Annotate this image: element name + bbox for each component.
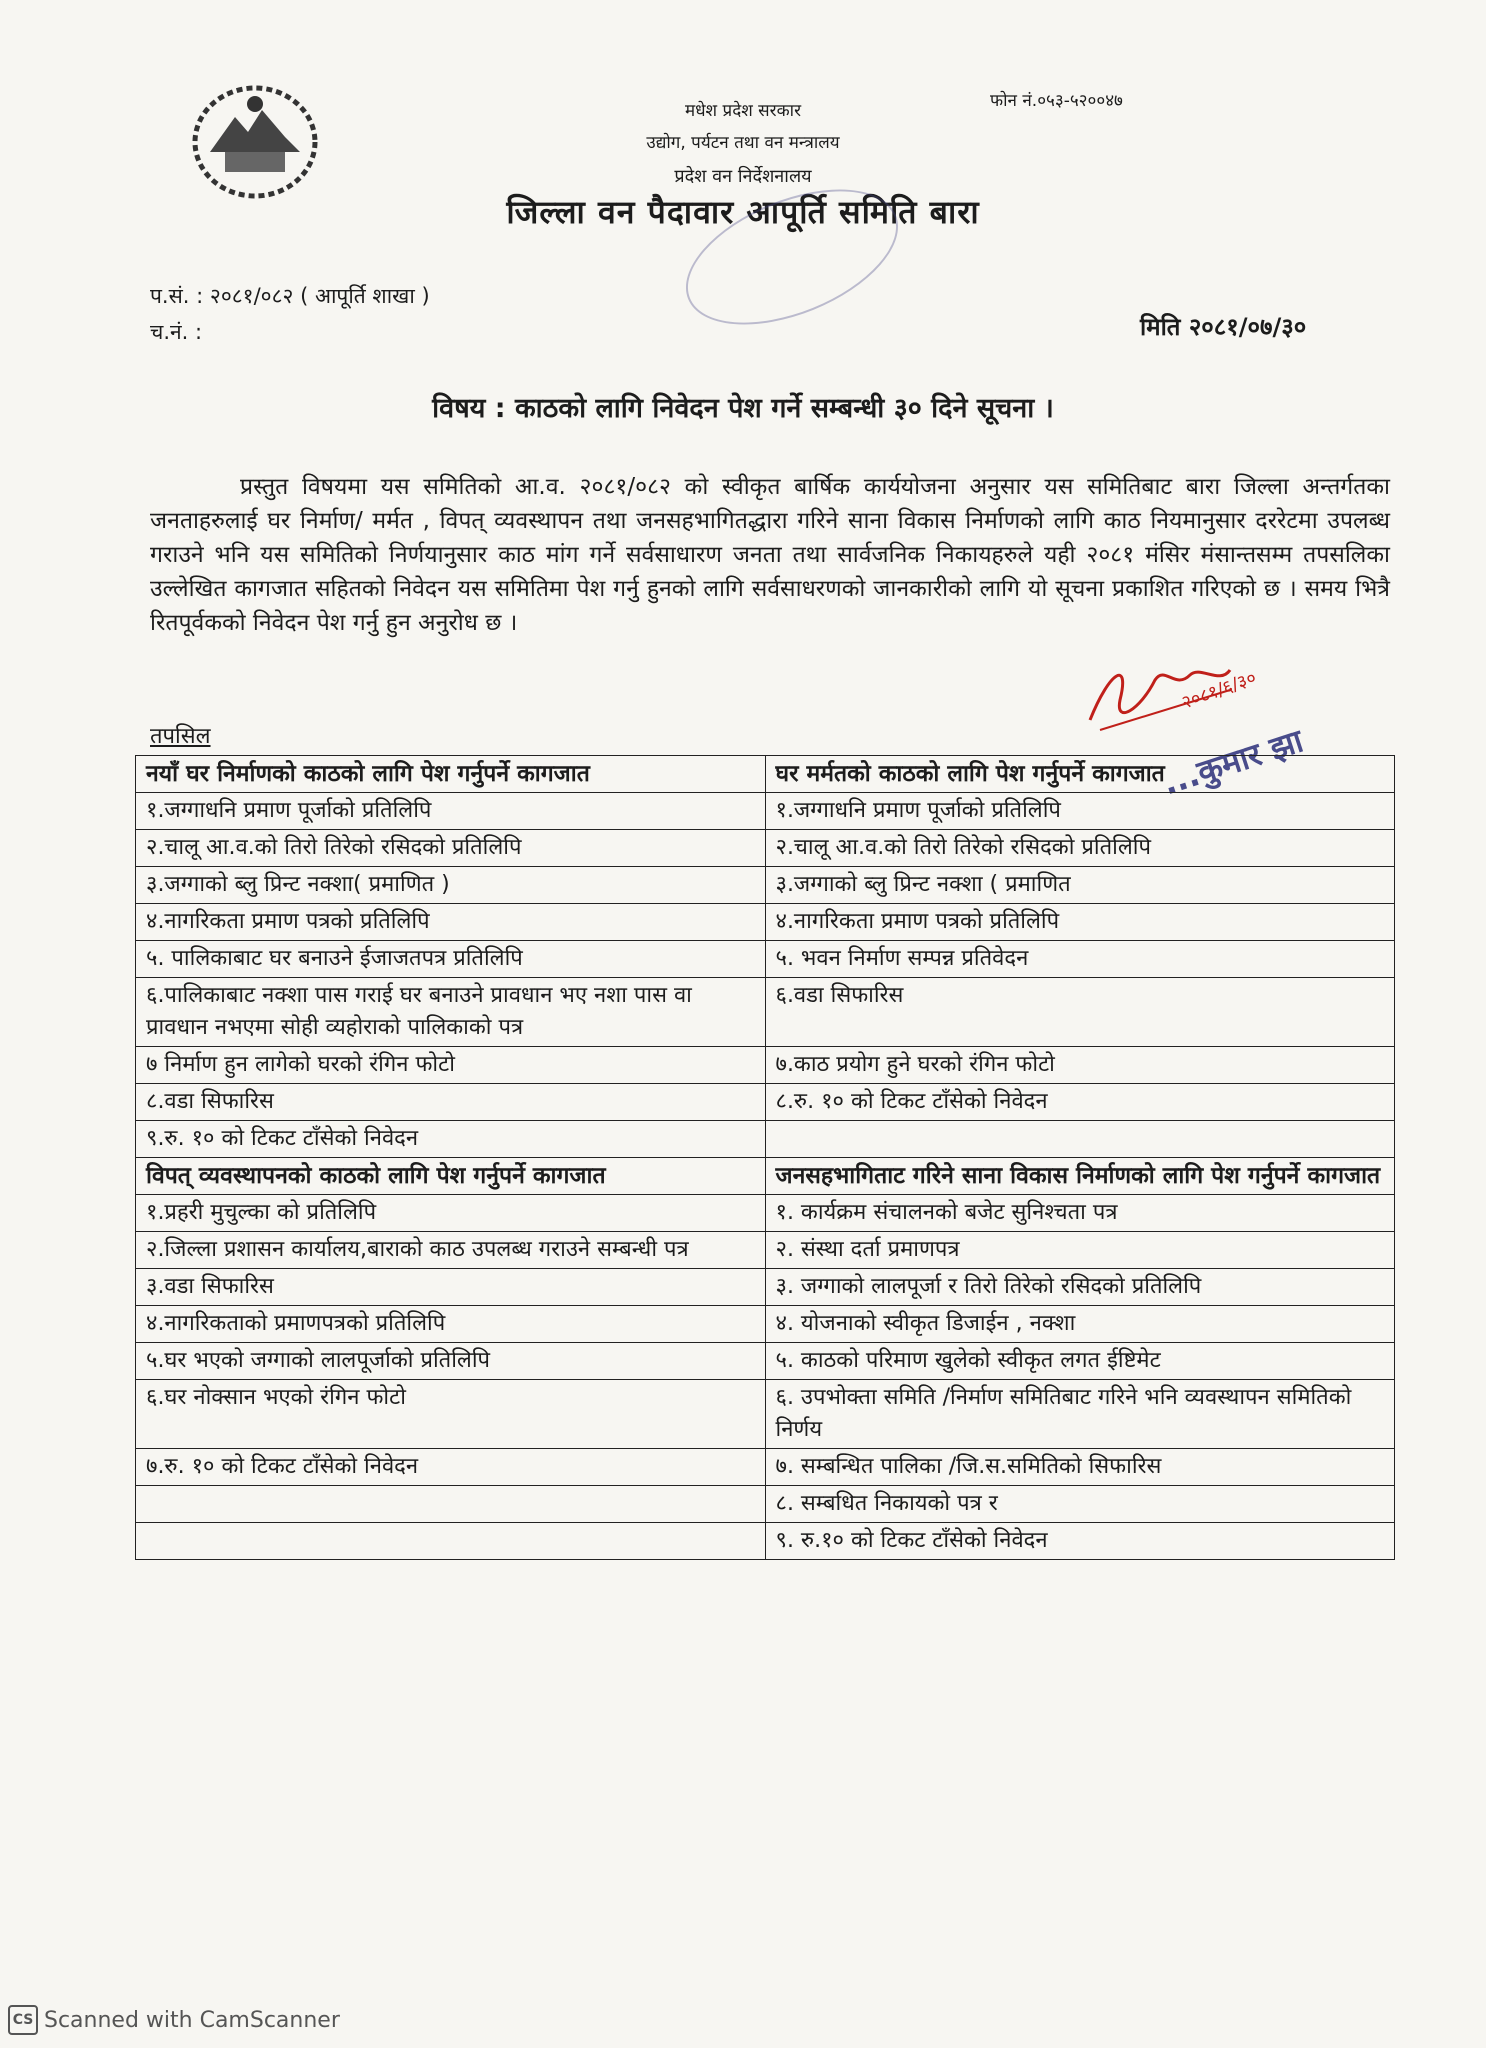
table-row (136, 904, 1395, 941)
table-row (136, 978, 1395, 1047)
letter-body: प्रस्तुत विषयमा यस समितिको आ.व. २०८१/०८२ को स्वीकृत बार्षिक कार्ययोजना अनुसार यस समितिबाट बारा जिल्ला अन्तर्गतका जनताहरुलाई घर निर्माण/ मर्मत , विपत् व्यवस्थापन तथा जनसहभागितद्धारा गरिने साना विकास निर्माणको लागि काठ नियमानुसार दररेटमा उपलब्ध गराउने भनि यस समितिको निर्णयानुसार काठ मांग गर्ने सर्वसाधारण जनता तथा सार्वजनिक निकायहरुले यही २०८१ मंसिर मंसान्तसम्म तपसलिका उल्लेखित कागजात सहितको निवेदन यस समितिमा पेश गर्नु हुनको लागि सर्वसाधरणको जानकारीको लागि यो सूचना प्रकाशित गरिएको छ । समय भित्रै रितपूर्वकको निवेदन पेश गर्नु हुन अनुरोध छ । (150, 474, 1390, 636)
table-cell (765, 1121, 1395, 1158)
table-cell (136, 1486, 766, 1523)
table-row (136, 1523, 1395, 1560)
officer-name-stamp: ...कुमार झा (1157, 721, 1308, 803)
table-cell: ६. उपभोक्ता समिति /निर्माण समितिबाट गरिने भनि व्यवस्थापन समितिको निर्णय (765, 1380, 1395, 1449)
table-cell: ३. जग्गाको लालपूर्जा र तिरो तिरेको रसिदको प्रतिलिपि (765, 1269, 1395, 1306)
header-phone: फोन नं.०५३-५२००४७ (990, 91, 1123, 111)
scanner-footer (8, 2005, 340, 2035)
table-row (136, 830, 1395, 867)
table-row (136, 1195, 1395, 1232)
table-cell: ७. सम्बन्धित पालिका /जि.स.समितिको सिफारिस (765, 1449, 1395, 1486)
table-row (136, 1486, 1395, 1523)
scanner-footer-text: Scanned with CamScanner (44, 2007, 340, 2033)
signature-date: २०८१/६/३० (1178, 667, 1260, 714)
table-row (136, 1047, 1395, 1084)
table-cell: ८.वडा सिफारिस (136, 1084, 766, 1121)
letter-subject: विषय : काठको लागि निवेदन पेश गर्ने सम्बन्धी ३० दिने सूचना । (432, 393, 1054, 424)
header-ministry: उद्योग, पर्यटन तथा वन मन्त्रालय (646, 133, 840, 153)
table-cell: ६.पालिकाबाट नक्शा पास गराई घर बनाउने प्रावधान भए नशा पास वा प्रावधान नभएमा सोही व्यहोराको पालिकाको पत्र (136, 978, 766, 1047)
table-cell: ३.वडा सिफारिस (136, 1269, 766, 1306)
table-row (136, 941, 1395, 978)
table-cell: ४.नागरिकता प्रमाण पत्रको प्रतिलिपि (765, 904, 1395, 941)
table-row (136, 1380, 1395, 1449)
table-cell: ८. सम्बधित निकायको पत्र र (765, 1486, 1395, 1523)
table-cell: ४.नागरिकताको प्रमाणपत्रको प्रतिलिपि (136, 1306, 766, 1343)
table-cell: ६.वडा सिफारिस (765, 978, 1395, 1047)
table-header-row (136, 1158, 1395, 1195)
table-header-cell: विपत् व्यवस्थापनको काठको लागि पेश गर्नुपर्ने कागजात (136, 1158, 766, 1195)
header-directorate: प्रदेश वन निर्देशनालय (674, 166, 812, 187)
table-header-row (136, 756, 1395, 793)
header-office-name: जिल्ला वन पैदावार आपूर्ति समिति बारा (506, 193, 980, 231)
table-row (136, 1121, 1395, 1158)
documents-table (135, 755, 1395, 1560)
table-cell: ७ निर्माण हुन लागेको घरको रंगिन फोटो (136, 1047, 766, 1084)
table-row (136, 1084, 1395, 1121)
table-cell: ४. योजनाको स्वीकृत डिजाईन , नक्शा (765, 1306, 1395, 1343)
table-cell: ५. काठको परिमाण खुलेको स्वीकृत लगत ईष्टिमेट (765, 1343, 1395, 1380)
table-header-cell: घर मर्मतको काठको लागि पेश गर्नुपर्ने कागजात (765, 756, 1395, 793)
table-row (136, 1232, 1395, 1269)
table-cell: २.चालू आ.व.को तिरो तिरेको रसिदको प्रतिलिपि (765, 830, 1395, 867)
table-header-cell: नयाँ घर निर्माणको काठको लागि पेश गर्नुपर्ने कागजात (136, 756, 766, 793)
header-government: मधेश प्रदेश सरकार (684, 101, 802, 121)
table-cell: ५. भवन निर्माण सम्पन्न प्रतिवेदन (765, 941, 1395, 978)
table-cell: ८.रु. १० को टिकट टाँसेको निवेदन (765, 1084, 1395, 1121)
table-row (136, 867, 1395, 904)
table-cell: २.जिल्ला प्रशासन कार्यालय,बाराको काठ उपलब्ध गराउने सम्बन्धी पत्र (136, 1232, 766, 1269)
table-row (136, 1269, 1395, 1306)
letter-dispatch-number: च.नं. : (150, 320, 203, 344)
table-cell: १.जग्गाधनि प्रमाण पूर्जाको प्रतिलिपि (136, 793, 766, 830)
table-row (136, 1306, 1395, 1343)
table-cell: ५.घर भएको जग्गाको लालपूर्जाको प्रतिलिपि (136, 1343, 766, 1380)
table-row (136, 1343, 1395, 1380)
camscanner-logo-icon: CS (8, 2005, 38, 2035)
table-cell (136, 1523, 766, 1560)
table-cell: १.प्रहरी मुचुल्का को प्रतिलिपि (136, 1195, 766, 1232)
table-cell: ३.जग्गाको ब्लु प्रिन्ट नक्शा ( प्रमाणित (765, 867, 1395, 904)
table-cell: ६.घर नोक्सान भएको रंगिन फोटो (136, 1380, 766, 1449)
table-cell: ७.रु. १० को टिकट टाँसेको निवेदन (136, 1449, 766, 1486)
table-row (136, 1449, 1395, 1486)
letter-reference: प.सं. : २०८१/०८२ ( आपूर्ति शाखा ) (150, 284, 430, 308)
table-cell: २. संस्था दर्ता प्रमाणपत्र (765, 1232, 1395, 1269)
table-cell: १.जग्गाधनि प्रमाण पूर्जाको प्रतिलिपि (765, 793, 1395, 830)
table-cell: ९.रु. १० को टिकट टाँसेको निवेदन (136, 1121, 766, 1158)
table-row (136, 793, 1395, 830)
table-cell: ७.काठ प्रयोग हुने घरको रंगिन फोटो (765, 1047, 1395, 1084)
table-cell: १. कार्यक्रम संचालनको बजेट सुनिश्चता पत्र (765, 1195, 1395, 1232)
table-cell: ३.जग्गाको ब्लु प्रिन्ट नक्शा( प्रमाणित ) (136, 867, 766, 904)
table-cell: ४.नागरिकता प्रमाण पत्रको प्रतिलिपि (136, 904, 766, 941)
letter-date: मिति २०८१/०७/३० (1140, 313, 1307, 341)
table-header-cell: जनसहभागिताट गरिने साना विकास निर्माणको लागि पेश गर्नुपर्ने कागजात (765, 1158, 1395, 1195)
table-cell: ९. रु.१० को टिकट टाँसेको निवेदन (765, 1523, 1395, 1560)
table-cell: ५. पालिकाबाट घर बनाउने ईजाजतपत्र प्रतिलिपि (136, 941, 766, 978)
schedule-label: तपसिल (150, 724, 211, 749)
table-cell: २.चालू आ.व.को तिरो तिरेको रसिदको प्रतिलिपि (136, 830, 766, 867)
